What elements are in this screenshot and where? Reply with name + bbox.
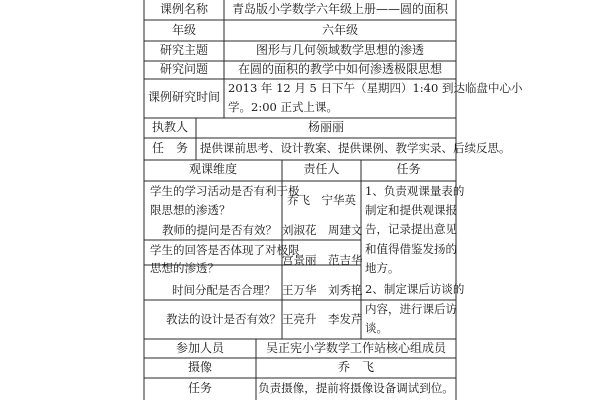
obs-task-1-line-5: 地方。: [365, 261, 400, 275]
obs-row-1-dimension-line-1: 学生的学习活动是否有利于极: [150, 184, 300, 198]
obs-row-4-dimension: 时间分配是否合理？: [172, 283, 276, 297]
grade-value: 六年级: [321, 23, 358, 37]
obs-task-1-line-1: 1、负责观课量表的: [365, 184, 465, 198]
camera-label: 摄像: [187, 360, 212, 374]
participants-label: 参加人员: [175, 341, 224, 355]
obs-row-3-persons: 宫景丽 范吉华: [282, 253, 363, 267]
course-name-value: 青岛版小学数学六年级上册——圆的面积: [231, 2, 448, 16]
obs-header-dimension: 观课维度: [188, 162, 237, 176]
obs-header-person: 责任人: [303, 162, 340, 176]
obs-header-task: 任务: [396, 162, 421, 176]
research-question-value: 在圆的面积的教学中如何渗透极限思想: [237, 62, 442, 76]
grade-label: 年级: [171, 23, 196, 37]
participants-value: 吴正宪小学数学工作站核心组成员: [265, 341, 446, 355]
obs-row-2-persons: 刘淑花 周建文: [282, 223, 363, 237]
obs-row-3-dimension-line-1: 学生的回答是否体现了对极限: [150, 243, 300, 257]
obs-row-1-persons: 乔飞 宁华英: [287, 193, 356, 207]
obs-task-2-line-1: 2、制定课后访谈的: [365, 282, 465, 296]
obs-task-1-line-3: 告，记录提出意见: [365, 222, 457, 236]
research-topic-label: 研究主题: [159, 43, 208, 57]
teacher-value: 杨丽丽: [307, 120, 344, 134]
research-time-line-1: 2013 年 12 月 5 日下午（星期四）1:40 到达临盘中心小: [228, 81, 523, 95]
research-question-label: 研究问题: [159, 62, 208, 76]
task-value: 提供课前思考、设计教案、提供课例、教学实录、后续反思。: [200, 141, 511, 155]
obs-row-2-dimension: 教师的提问是否有效？: [162, 223, 277, 237]
obs-row-5-persons: 王亮升 李发芹: [282, 312, 363, 326]
research-time-label: 课例研究时间: [147, 90, 220, 104]
obs-task-2-line-3: 谈。: [365, 321, 388, 335]
footer-task-value: 负责摄像，提前将摄像设备调试到位。: [258, 381, 454, 395]
footer-task-label: 任务: [187, 381, 212, 395]
research-topic-value: 图形与几何领域数学思想的渗透: [255, 43, 424, 57]
task-label: 任 务: [151, 141, 188, 155]
obs-task-1-line-2: 制定和提供观课报: [365, 203, 457, 217]
course-name-label: 课例名称: [159, 2, 208, 16]
research-time-line-2: 学。2:00 正式上课。: [228, 100, 338, 114]
obs-task-2-line-2: 内容，进行课后访: [365, 302, 457, 316]
obs-row-1-dimension-line-2: 限思想的渗透？: [150, 203, 231, 217]
teacher-label: 执教人: [151, 120, 188, 134]
obs-row-5-dimension: 教法的设计是否有效？: [166, 312, 281, 326]
obs-row-4-persons: 王万华 刘秀艳: [282, 283, 363, 297]
obs-task-1-line-4: 和值得借鉴发扬的: [365, 242, 457, 256]
camera-value: 乔 飞: [337, 360, 374, 374]
obs-row-3-dimension-line-2: 思想的渗透？: [150, 261, 219, 275]
